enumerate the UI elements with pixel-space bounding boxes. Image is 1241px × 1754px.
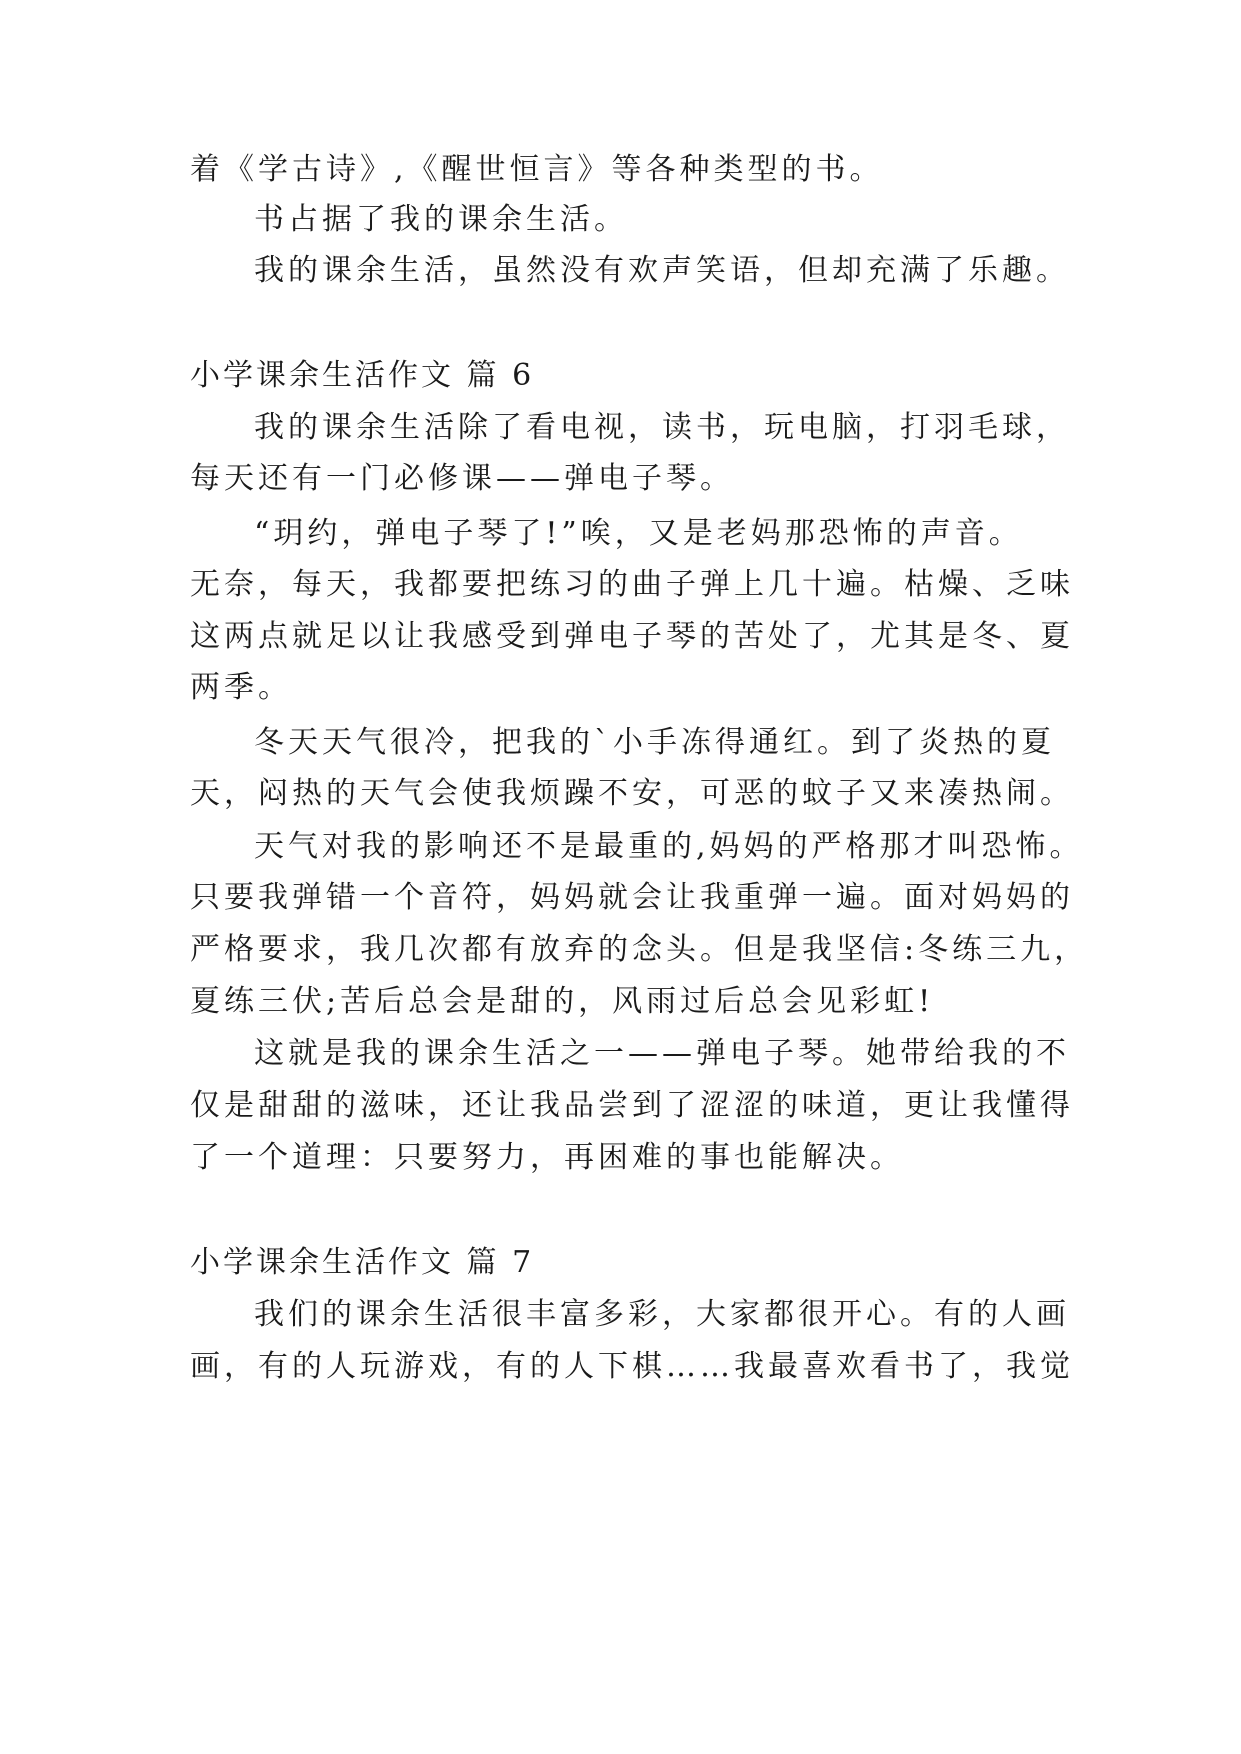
section-heading: 小学课余生活作文 篇 7	[190, 1245, 535, 1280]
text-line: “玥约，弹电子琴了!”唉，又是老妈那恐怖的声音。	[254, 516, 1023, 551]
text-line: 天，闷热的天气会使我烦躁不安，可恶的蚊子又来凑热闹。	[190, 776, 1074, 811]
text-line: 我的课余生活除了看电视，读书，玩电脑，打羽毛球，	[254, 410, 1070, 445]
text-line: 天气对我的影响还不是最重的,妈妈的严格那才叫恐怖。	[254, 829, 1084, 864]
text-line: 书占据了我的课余生活。	[254, 202, 628, 237]
text-line: 我的课余生活，虽然没有欢声笑语，但却充满了乐趣。	[254, 253, 1070, 288]
text-line: 了一个道理：只要努力，再困难的事也能解决。	[190, 1140, 904, 1175]
text-line: 着《学古诗》,《醒世恒言》等各种类型的书。	[190, 152, 884, 187]
text-line: 仅是甜甜的滋味，还让我品尝到了涩涩的味道，更让我懂得	[190, 1088, 1074, 1123]
text-line: 这两点就足以让我感受到弹电子琴的苦处了，尤其是冬、夏	[190, 619, 1074, 654]
text-line: 两季。	[190, 670, 292, 705]
text-line: 夏练三伏;苦后总会是甜的，风雨过后总会见彩虹!	[190, 984, 935, 1019]
text-line: 严格要求，我几次都有放弃的念头。但是我坚信:冬练三九，	[190, 932, 1089, 967]
text-line: 只要我弹错一个音符，妈妈就会让我重弹一遍。面对妈妈的	[190, 880, 1074, 915]
text-line: 每天还有一门必修课——弹电子琴。	[190, 461, 734, 496]
text-line: 冬天天气很冷，把我的`小手冻得通红。到了炎热的夏	[254, 725, 1055, 760]
text-line: 我们的课余生活很丰富多彩，大家都很开心。有的人画	[254, 1297, 1070, 1332]
text-line: 无奈，每天，我都要把练习的曲子弹上几十遍。枯燥、乏味	[190, 567, 1074, 602]
section-heading: 小学课余生活作文 篇 6	[190, 358, 535, 393]
text-line: 画，有的人玩游戏，有的人下棋……我最喜欢看书了，我觉	[190, 1349, 1074, 1384]
text-line: 这就是我的课余生活之一——弹电子琴。她带给我的不	[254, 1036, 1070, 1071]
